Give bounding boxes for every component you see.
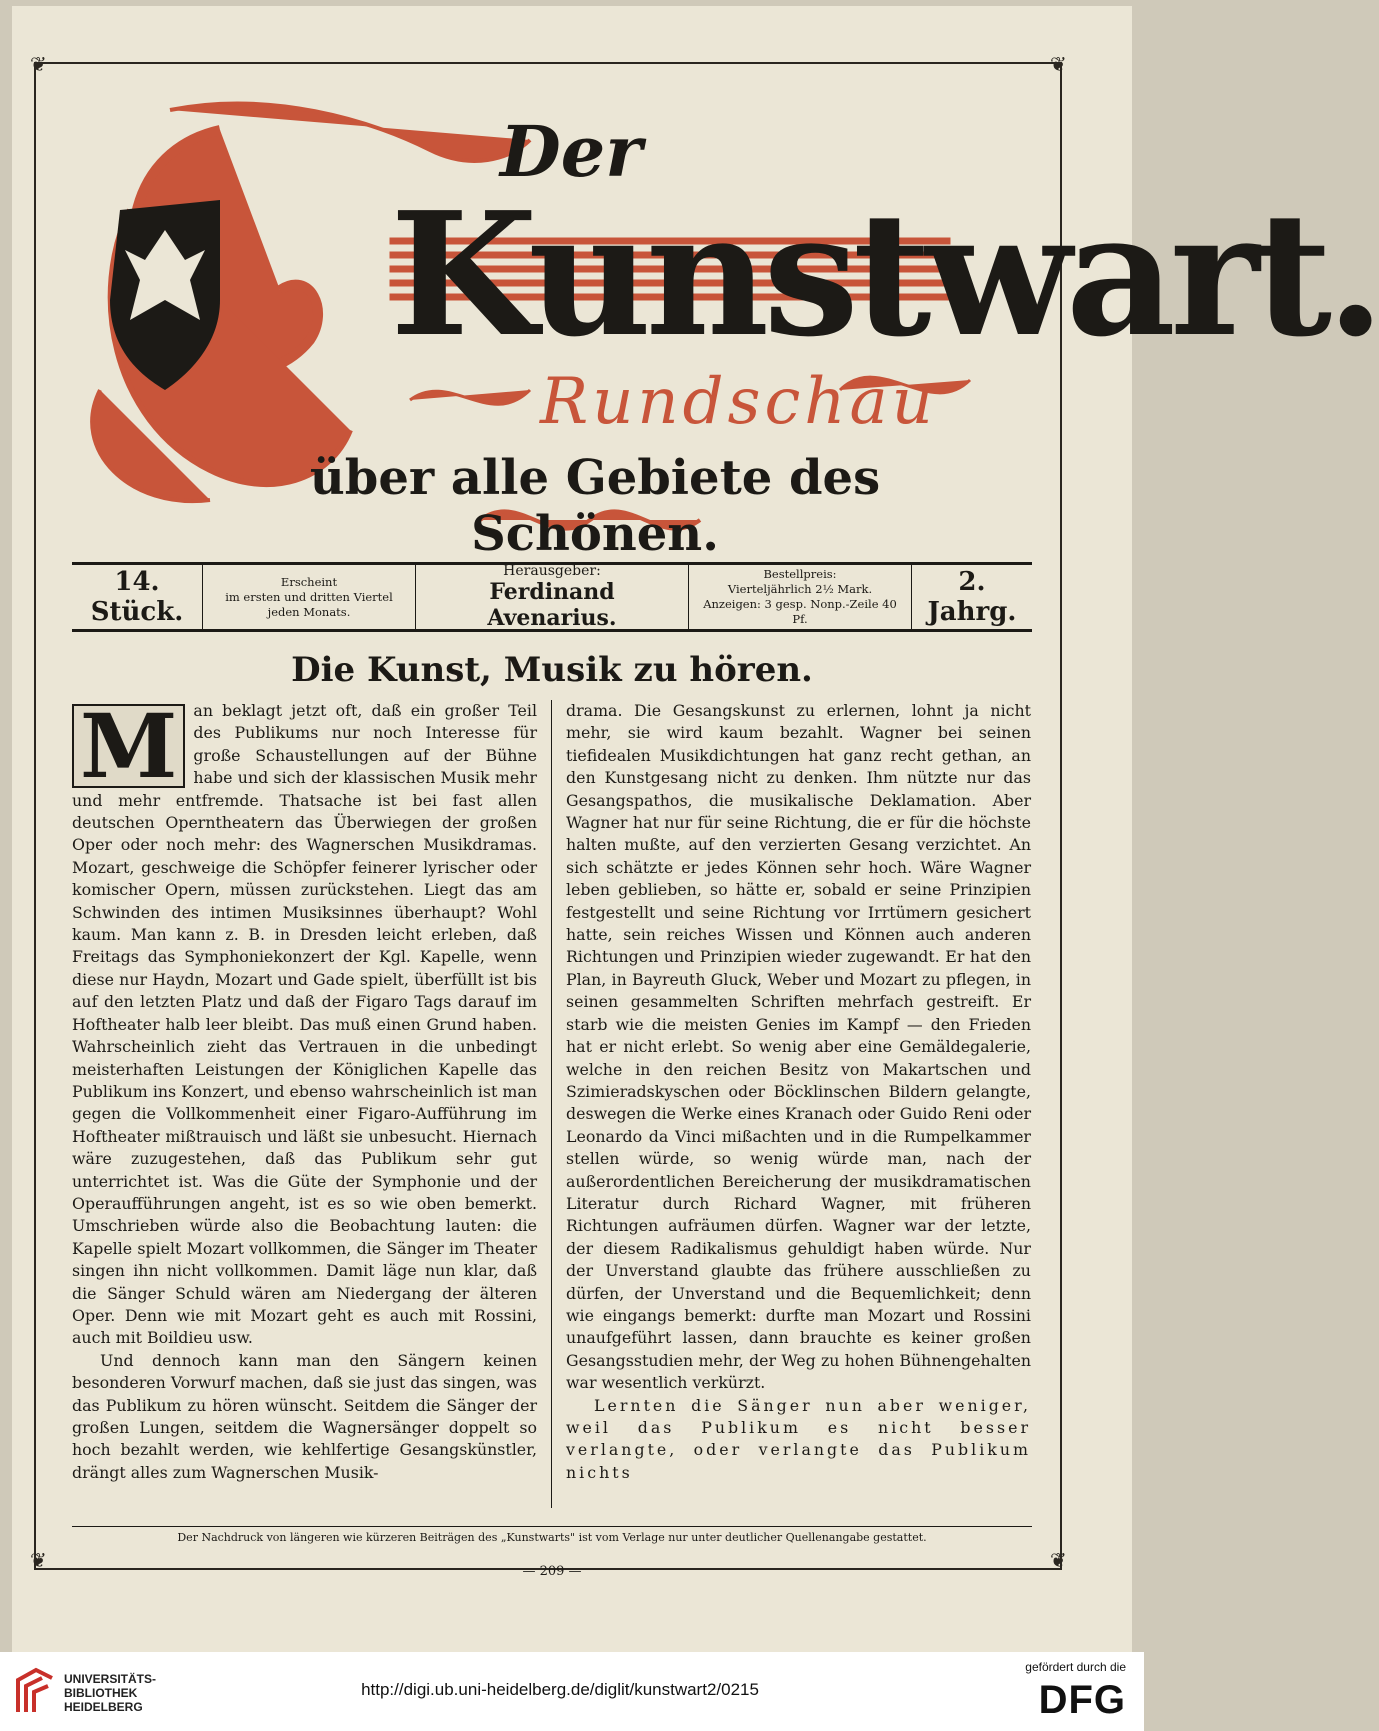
- masthead-title: Kunstwart.: [390, 175, 1379, 375]
- article-title: Die Kunst, Musik zu hören.: [291, 650, 813, 690]
- university-name: [64, 1672, 156, 1714]
- masthead-subtitle: über alle Gebiete des Schönen.: [309, 450, 881, 562]
- drop-cap: M: [72, 704, 185, 788]
- corner-ornament-icon: ❦: [1050, 52, 1067, 76]
- corner-ornament-icon: ❦: [30, 1548, 47, 1572]
- issue-number: 14. Stück.: [90, 567, 184, 627]
- dfg-logo: DFG: [1038, 1678, 1126, 1722]
- herausgeber-cell: [416, 565, 689, 629]
- article-paragraph: [72, 694, 537, 1350]
- issue-number-cell: [72, 565, 203, 629]
- source-url-link[interactable]: http://digi.ub.uni-heidelberg.de/diglit/kunstwart2/0215: [361, 1680, 759, 1699]
- masthead: [70, 90, 1379, 562]
- corner-ornament-icon: ❦: [1050, 1548, 1067, 1572]
- herausgeber-name: Ferdinand Avenarius.: [487, 579, 617, 631]
- corner-ornament-icon: ❦: [30, 52, 47, 76]
- university-logo-icon: [14, 1666, 56, 1716]
- library-banner: [0, 1652, 1144, 1731]
- funding-label: gefördert durch die: [1025, 1660, 1126, 1674]
- herausgeber-label: Herausgeber:: [503, 563, 601, 579]
- bestellpreis-cell: [689, 565, 912, 629]
- erscheint-line: jeden Monats.: [267, 604, 351, 619]
- erscheint-cell: [203, 565, 416, 629]
- masthead-der: Der: [500, 110, 643, 193]
- article-paragraph: Lernten die Sänger nun aber weniger, weil das Publikum es nicht besser verlangte, oder verlangte das Publikum nichts: [566, 1395, 1031, 1482]
- article-column-left: [72, 694, 537, 1484]
- article-column-right: [566, 700, 1031, 1484]
- article-paragraph: Und dennoch kann man den Sängern keinen besonderen Vorwurf machen, daß sie just das singen, was das Publikum zu hören wünscht. Seitdem die Sänger der großen Lungen, seitdem die Wagnersänger doppelt so hoch bezahlt werden, wie kehlfertige Gesangskünstler, drängt alles zum Wagnerschen Musik-: [72, 1350, 537, 1482]
- year-cell: [912, 565, 1032, 629]
- paragraph-text: an beklagt jetzt oft, daß ein großer Teil des Publikums nur noch Interesse für große Schaustellungen auf der Bühne habe und sich der klassischen Musik mehr und mehr entfremde. Thatsache ist bei fast allen deutschen Operntheatern das Überwiegen der großen Oper oder noch mehr: des Wagnerschen Musikdramas. Mozart, geschweige die Schöpfer feinerer lyrischer oder komischer Opern, müssen zurückstehen. Liegt das am Schwinden des intimen Musiksinnes überhaupt? Wohl kaum. Man kann z. B. in Dresden leicht erleben, daß Freitags das Symphoniekonzert der Kgl. Kapelle, wenn diese nur Haydn, Mozart und Gade spielt, überfüllt ist bis auf den letzten Platz und daß der Figaro Tags darauf im Hoftheater halb leer bleibt. Das muß einen Grund haben. Wahrscheinlich zieht das Vertrauen in die unbedingt meisterhaften Leistungen der Königlichen Kapelle das Publikum ins Konzert, und ebenso wahrscheinlich ist man gegen die Vollkommenheit einer Figaro-Aufführung im Hoftheater mißtrauisch und läßt sie unbesucht. Hiernach wäre zuzugestehen, daß das Publikum sehr gut unterrichtet ist. Was die Güte der Symphonie und der Operaufführungen angeht, ist es so wie oben bemerkt. Umschrieben würde also die Beobachtung lauten: die Kapelle spielt Mozart vollkommen, die Sänger im Theater singen ihn nicht vollkommen. Damit läge nun klar, daß die Sänger Schuld wären am Niedergang der älteren Oper. Denn wie mit Mozart geht es auch mit Rossini, auch mit Boildieu usw.: [72, 701, 537, 1348]
- reprint-notice: Der Nachdruck von längeren wie kürzeren Beiträgen des „Kunstwarts" ist vom Verlage nur unter deutlicher Quellenangabe gestattet.: [72, 1526, 1032, 1544]
- university-name-line: HEIDELBERG: [64, 1700, 143, 1714]
- issue-info-bar: [72, 562, 1032, 632]
- university-name-line: BIBLIOTHEK: [64, 1686, 138, 1700]
- bestellpreis-line: Anzeigen: 3 gesp. Nonp.-Zeile 40 Pf.: [703, 597, 897, 626]
- year-label: 2. Jahrg.: [927, 567, 1017, 627]
- erscheint-line: im ersten und dritten Viertel: [225, 589, 393, 604]
- column-divider: [551, 700, 552, 1508]
- page-number: — 209 —: [522, 1564, 582, 1579]
- bestellpreis-label: Bestellpreis:: [763, 567, 837, 581]
- university-name-line: UNIVERSITÄTS-: [64, 1672, 157, 1686]
- article-paragraph: drama. Die Gesangskunst zu erlernen, lohnt ja nicht mehr, sie wird kaum bezahlt. Wagner bei seinen tiefidealen Musikdichtungen hat ganz recht gethan, an den Kunstgesang nicht zu denken. Ihm nützte nur das Gesangspathos, die musikalische Deklamation. Aber Wagner hat nur für seine Richtung, die er für die höchste halten mußte, auf den verzierten Gesang verzichtet. An sich schätzte er jedes Können sehr hoch. Wäre Wagner leben geblieben, so hätte er, sobald er seine Prinzipien festgestellt und seine Richtung vor Irrtümern gesichert hatte, sein reiches Wissen und Können auch anderen Richtungen und Prinzipien wieder zugewandt. Er hat den Plan, in Bayreuth Gluck, Weber und Mozart zu pflegen, in seinen gesammelten Schriften mehrfach gestreift. Er starb wie die meisten Genies im Kampf — den Frieden hat er nicht erlebt. So wenig aber eine Gemäldegalerie, welche in den reichen Besitz von Makartschen und Szimieradskyschen oder Böcklinschen Bildern gelangte, deswegen die Werke eines Kranach oder Guido Reni oder Leonardo da Vinci mißachten und in die Rumpelkammer stellen würde, so wenig würde man, nach der außerordentlichen Bereicherung der musikdramatischen Literatur durch Richard Wagner, mit früheren Richtungen aufräumen dürfen. Wagner war der letzte, der diesem Radikalismus gehuldigt haben würde. Nur der Unverstand glaubte das frühere ausschließen zu dürfen, der Unverstand und die Bequemlichkeit; denn wie eingangs bemerkt: durfte man Mozart und Rossini unaufgeführt lassen, dann brauchte es keiner großen Gesangsstudien mehr, der Weg zu hohen Bühnengehalten war wesentlich verkürzt.: [566, 701, 1031, 1393]
- masthead-rundschau: Rundschau: [540, 365, 937, 439]
- bestellpreis-line: Vierteljährlich 2½ Mark.: [727, 582, 873, 596]
- erscheint-label: Erscheint: [280, 574, 338, 589]
